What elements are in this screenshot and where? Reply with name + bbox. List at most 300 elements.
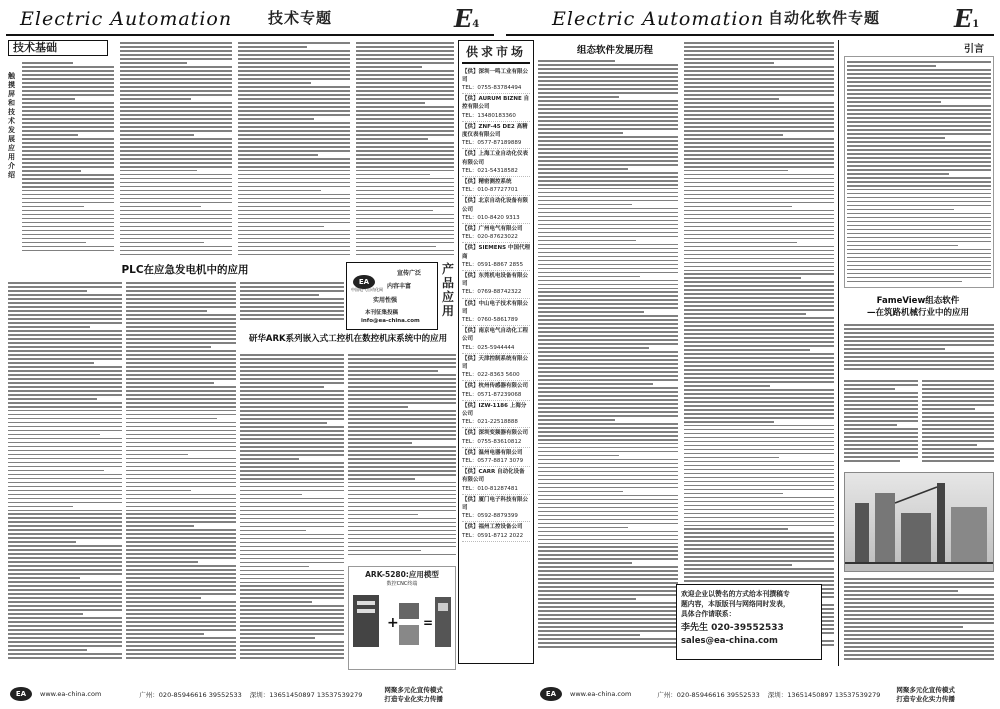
text-line — [126, 406, 236, 408]
text-line — [22, 118, 114, 120]
fameview-text-col1 — [844, 378, 918, 468]
text-line — [847, 165, 991, 167]
right-masthead — [506, 6, 994, 36]
text-line — [684, 481, 834, 483]
text-line — [684, 393, 834, 395]
text-line — [126, 382, 214, 384]
text-line — [120, 206, 201, 208]
text-line — [126, 410, 236, 412]
text-line — [8, 581, 122, 583]
text-line — [348, 522, 456, 524]
text-line — [240, 378, 344, 380]
text-line — [538, 280, 678, 282]
text-line — [847, 81, 991, 83]
text-line — [684, 381, 834, 383]
text-line — [8, 410, 122, 412]
text-line — [684, 373, 834, 375]
text-line — [238, 150, 350, 152]
text-line — [356, 206, 454, 208]
text-line — [847, 221, 991, 223]
text-line — [684, 305, 834, 307]
text-line — [538, 630, 678, 632]
fameview-text-col2 — [922, 378, 994, 468]
text-line — [238, 46, 307, 48]
text-line — [22, 86, 114, 88]
text-line — [348, 538, 456, 540]
text-line — [126, 502, 236, 504]
text-line — [126, 446, 236, 448]
text-line — [8, 462, 122, 464]
text-line — [238, 90, 350, 92]
text-line — [538, 256, 678, 258]
ark-text-col1 — [240, 352, 344, 670]
text-line — [538, 391, 678, 393]
text-line — [538, 196, 678, 198]
text-line — [8, 653, 122, 655]
text-line — [538, 463, 678, 465]
text-line — [844, 590, 958, 592]
text-line — [126, 545, 236, 547]
text-line — [538, 339, 678, 341]
text-line — [8, 442, 122, 444]
text-line — [120, 254, 232, 256]
text-line — [922, 416, 994, 418]
text-line — [684, 544, 834, 546]
text-line — [348, 478, 415, 480]
text-line — [847, 137, 945, 139]
text-line — [844, 634, 994, 636]
text-line — [238, 82, 311, 84]
text-line — [684, 146, 834, 148]
footer-shenzhen: 深圳：13651450897 13537539279 — [767, 690, 881, 699]
text-line — [240, 462, 344, 464]
text-line — [356, 242, 454, 244]
text-line — [684, 389, 834, 391]
text-line — [22, 250, 114, 252]
text-line — [356, 94, 454, 96]
text-line — [538, 574, 678, 576]
article-text-col3 — [238, 40, 350, 262]
side-caption: 触摸屏和技术发展应用介绍 — [8, 72, 15, 179]
text-line — [684, 166, 834, 168]
drive-icon — [399, 625, 419, 645]
text-line — [844, 440, 918, 442]
text-line — [684, 548, 834, 550]
ad-line3: 实用性强 — [373, 297, 398, 304]
text-line — [538, 60, 615, 62]
text-line — [844, 642, 994, 644]
text-line — [22, 174, 114, 176]
text-line — [684, 46, 834, 48]
text-line — [120, 90, 232, 92]
text-line — [238, 226, 324, 228]
text-line — [538, 618, 678, 620]
text-line — [240, 546, 344, 548]
text-line — [22, 214, 114, 216]
text-line — [240, 526, 344, 528]
text-line — [538, 443, 678, 445]
text-line — [240, 446, 344, 448]
text-line — [684, 110, 834, 112]
market-entry-tel: TEL：0769-88742322 — [462, 289, 522, 296]
text-line — [684, 297, 834, 299]
text-line — [538, 578, 678, 580]
text-line — [240, 318, 344, 320]
text-line — [238, 246, 350, 248]
text-line — [126, 310, 207, 312]
text-line — [240, 637, 315, 639]
text-line — [120, 54, 232, 56]
text-line — [8, 613, 83, 615]
text-line — [8, 382, 122, 384]
text-line — [240, 562, 344, 564]
text-line — [238, 62, 350, 64]
text-line — [844, 344, 994, 346]
text-line — [684, 230, 834, 232]
text-line — [240, 366, 344, 368]
text-line — [8, 334, 122, 336]
text-line — [126, 338, 236, 340]
text-line — [348, 426, 456, 428]
text-line — [356, 62, 454, 64]
text-line — [538, 562, 632, 564]
text-line — [126, 549, 236, 551]
text-line — [8, 390, 122, 392]
text-line — [126, 589, 236, 591]
text-line — [240, 430, 344, 432]
text-line — [240, 418, 344, 420]
plc-text-col1 — [8, 280, 122, 670]
text-line — [348, 374, 456, 376]
text-line — [120, 46, 232, 48]
text-line — [538, 347, 649, 349]
text-line — [684, 552, 834, 554]
text-line — [684, 158, 834, 160]
text-line — [538, 507, 678, 509]
text-line — [684, 473, 834, 475]
text-line — [356, 254, 454, 256]
text-line — [538, 523, 678, 525]
text-line — [348, 546, 456, 548]
text-line — [538, 136, 678, 138]
text-line — [240, 470, 344, 472]
text-line — [126, 350, 236, 352]
text-line — [847, 101, 941, 103]
fameview-intro — [844, 322, 994, 374]
text-line — [126, 541, 236, 543]
market-entry-tel: TEL：0755-83784494 — [462, 84, 522, 91]
text-line — [238, 146, 350, 148]
text-line — [538, 519, 678, 521]
text-line — [356, 226, 454, 228]
text-line — [8, 517, 122, 519]
text-line — [538, 646, 678, 648]
text-line — [126, 525, 194, 527]
recruit-email[interactable]: sales@ea-china.com — [681, 636, 778, 646]
text-line — [538, 351, 678, 353]
text-line — [238, 50, 350, 52]
text-line — [126, 442, 236, 444]
text-line — [847, 197, 991, 199]
text-line — [538, 590, 678, 592]
text-line — [684, 198, 834, 200]
text-line — [238, 178, 350, 180]
text-line — [120, 134, 194, 136]
text-line — [538, 112, 678, 114]
ad-line1: 宣传广泛 — [397, 270, 422, 277]
text-line — [348, 418, 456, 420]
text-line — [538, 295, 678, 297]
market-entry-tel: TEL：0755-83610812 — [462, 438, 522, 445]
text-line — [240, 641, 344, 643]
text-line — [684, 421, 774, 423]
text-line — [8, 302, 122, 304]
market-entry-tel: TEL：0760-5861789 — [462, 316, 518, 323]
text-line — [348, 550, 421, 552]
text-line — [348, 414, 456, 416]
text-line — [684, 401, 834, 403]
text-line — [538, 260, 678, 262]
text-line — [120, 122, 232, 124]
text-line — [126, 394, 236, 396]
text-line — [847, 241, 991, 243]
text-line — [126, 613, 236, 615]
text-line — [684, 568, 834, 570]
text-line — [240, 494, 302, 496]
text-line — [8, 553, 122, 555]
text-line — [8, 625, 122, 627]
text-line — [240, 625, 344, 627]
market-entry-name: 【供】SIEMENS 中国代理商 — [462, 245, 530, 260]
text-line — [922, 452, 994, 454]
text-line — [356, 134, 454, 136]
text-line — [126, 506, 236, 508]
text-line — [120, 246, 232, 248]
text-line — [844, 424, 897, 426]
text-line — [238, 234, 350, 236]
text-line — [126, 398, 236, 400]
text-line — [538, 264, 678, 266]
text-line — [126, 334, 236, 336]
text-line — [238, 102, 350, 104]
text-line — [240, 426, 344, 428]
text-line — [8, 533, 122, 535]
text-line — [538, 558, 678, 560]
text-line — [240, 574, 344, 576]
plc-text-col2 — [126, 280, 236, 670]
text-line — [844, 416, 918, 418]
text-line — [126, 641, 236, 643]
text-line — [126, 358, 236, 360]
text-line — [844, 408, 918, 410]
market-entry-name: 【供】北京自动化设备有限公司 — [462, 198, 529, 213]
text-line — [684, 357, 834, 359]
text-line — [240, 538, 344, 540]
text-line — [844, 614, 994, 616]
text-line — [538, 383, 653, 385]
ad-box — [346, 262, 438, 330]
text-line — [240, 597, 344, 599]
footer-site[interactable]: www.ea-china.com — [570, 690, 632, 698]
text-line — [847, 253, 991, 255]
text-line — [684, 293, 834, 295]
text-line — [8, 513, 122, 515]
plc-text-col3 — [240, 280, 344, 324]
text-line — [684, 321, 834, 323]
text-line — [240, 522, 344, 524]
text-line — [348, 502, 456, 504]
text-line — [356, 230, 454, 232]
text-line — [8, 478, 122, 480]
text-line — [22, 202, 114, 204]
text-line — [922, 396, 994, 398]
text-line — [847, 117, 991, 119]
text-line — [684, 182, 834, 184]
text-line — [126, 314, 236, 316]
text-line — [240, 302, 344, 304]
text-line — [538, 471, 678, 473]
text-line — [8, 450, 122, 452]
text-line — [120, 102, 232, 104]
text-line — [126, 581, 236, 583]
footer-site[interactable]: www.ea-china.com — [40, 690, 102, 698]
text-line — [8, 510, 122, 512]
text-line — [120, 94, 232, 96]
text-line — [126, 609, 236, 611]
text-line — [684, 42, 834, 44]
text-line — [126, 529, 236, 531]
text-line — [8, 541, 76, 543]
text-line — [356, 146, 454, 148]
text-line — [126, 561, 198, 563]
text-line — [538, 371, 678, 373]
text-line — [22, 98, 75, 100]
text-line — [348, 486, 456, 488]
text-line — [22, 242, 86, 244]
text-line — [684, 497, 834, 499]
text-line — [348, 354, 456, 356]
text-line — [684, 50, 834, 52]
text-line — [126, 298, 236, 300]
text-line — [8, 322, 122, 324]
text-line — [348, 482, 456, 484]
text-line — [847, 109, 991, 111]
text-line — [538, 248, 678, 250]
text-line — [538, 331, 678, 333]
text-line — [240, 358, 344, 360]
text-line — [348, 542, 456, 544]
text-line — [8, 506, 73, 508]
text-line — [538, 156, 678, 158]
text-line — [240, 645, 344, 647]
ad-logo-text: 中国电气自动化网 — [351, 287, 383, 292]
text-line — [356, 66, 422, 68]
text-line — [126, 653, 236, 655]
market-entry-name: 【供】东莞机电设备有限公司 — [462, 272, 529, 288]
text-line — [847, 69, 991, 71]
text-line — [538, 120, 678, 122]
text-line — [126, 513, 236, 515]
text-line — [538, 84, 678, 86]
text-line — [844, 578, 994, 580]
text-line — [8, 525, 122, 527]
text-line — [22, 70, 114, 72]
text-line — [22, 94, 114, 96]
text-line — [684, 194, 834, 196]
text-line — [8, 438, 122, 440]
text-line — [240, 585, 344, 587]
text-line — [348, 406, 408, 408]
text-line — [684, 138, 834, 140]
text-line — [240, 629, 344, 631]
text-line — [684, 118, 834, 120]
text-line — [240, 613, 344, 615]
text-line — [238, 242, 350, 244]
intro-text — [844, 56, 994, 288]
text-line — [8, 414, 122, 416]
text-line — [8, 482, 122, 484]
plc-heading: PLC在应急发电机中的应用 — [121, 264, 249, 276]
text-line — [844, 638, 994, 640]
text-line — [120, 74, 232, 76]
text-line — [8, 454, 122, 456]
text-line — [538, 535, 678, 537]
ad-logo: EA — [353, 269, 375, 289]
text-line — [126, 517, 236, 519]
right-page — [500, 0, 1000, 709]
text-line — [538, 160, 678, 162]
text-line — [240, 362, 344, 364]
text-line — [538, 495, 678, 497]
text-line — [538, 363, 678, 365]
text-line — [120, 238, 232, 240]
text-line — [240, 398, 344, 400]
history-text-col1 — [538, 58, 678, 666]
text-line — [240, 657, 344, 659]
text-line — [240, 482, 344, 484]
text-line — [238, 198, 350, 200]
text-line — [120, 106, 232, 108]
text-line — [126, 462, 236, 464]
text-line — [348, 390, 456, 392]
text-line — [8, 398, 97, 400]
text-line — [126, 557, 236, 559]
text-line — [240, 514, 344, 516]
text-line — [922, 456, 994, 458]
text-line — [538, 244, 678, 246]
text-line — [684, 441, 834, 443]
text-line — [684, 277, 801, 279]
text-line — [356, 98, 454, 100]
text-line — [684, 325, 834, 327]
text-line — [684, 345, 834, 347]
text-line — [8, 621, 122, 623]
text-line — [8, 593, 122, 595]
text-line — [120, 218, 232, 220]
text-line — [844, 610, 994, 612]
article-text-col1 — [22, 60, 114, 260]
text-line — [538, 252, 678, 254]
text-line — [538, 594, 678, 596]
text-line — [8, 605, 122, 607]
text-line — [120, 78, 232, 80]
text-line — [684, 222, 834, 224]
text-line — [120, 66, 232, 68]
text-line — [22, 218, 114, 220]
text-line — [356, 126, 454, 128]
text-line — [684, 102, 834, 104]
text-line — [240, 550, 344, 552]
